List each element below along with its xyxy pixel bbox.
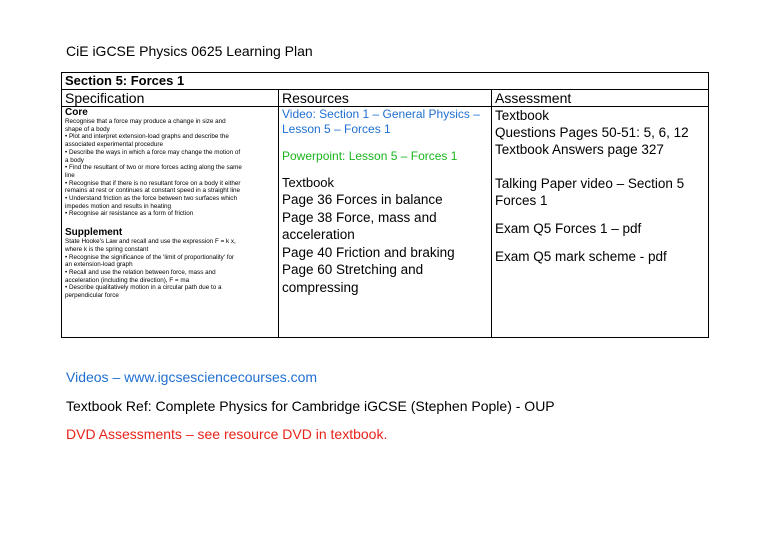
core-line: a body	[65, 156, 84, 164]
document-title: CiE iGCSE Physics 0625 Learning Plan	[66, 43, 313, 59]
supplement-line: • Describe qualitatively motion in a circular path due to a	[65, 284, 222, 292]
supplement-line: • Recognise the significance of the 'limit of proportionality' for	[65, 253, 235, 261]
supplement-line: acceleration (including the direction), F = ma	[65, 276, 190, 284]
core-line: • Plot and interpret extension-load graphs and describe the	[65, 133, 229, 141]
assessment-answers: Textbook Answers page 327	[495, 142, 664, 157]
videos-website-link[interactable]: Videos – www.igcsesciencecourses.com	[66, 369, 318, 385]
supplement-line: an extension-load graph	[65, 261, 133, 269]
core-line: line	[65, 171, 75, 179]
core-line: Recognise that a force may produce a change in size and	[65, 118, 226, 125]
talking-paper-video: Talking Paper video – Section 5 Forces 1	[495, 176, 685, 208]
specification-header: Specification	[62, 90, 279, 107]
specification-cell	[62, 107, 279, 338]
assessment-textbook: Textbook	[495, 108, 550, 123]
core-line: • Recognise air resistance as a form of friction	[65, 210, 194, 218]
assessment-questions: Questions Pages 50-51: 5, 6, 12	[495, 125, 689, 140]
supplement-line: State Hooke's Law and recall and use the expression F = k x,	[65, 238, 236, 246]
supplement-line: • Recall and use the relation between force, mass and	[65, 268, 216, 276]
mark-scheme-pdf: Exam Q5 mark scheme - pdf	[495, 249, 667, 264]
supplement-line: where k is the spring constant	[65, 245, 149, 253]
section-title: Section 5: Forces 1	[62, 73, 709, 90]
supplement-heading: Supplement	[65, 227, 123, 239]
textbook-page: Page 38 Force, mass and acceleration	[282, 209, 437, 243]
learning-plan-table	[61, 72, 709, 338]
textbook-page: Page 36 Forces in balance	[282, 192, 443, 207]
resources-header: Resources	[279, 90, 492, 107]
core-line: associated experimental procedure	[65, 141, 164, 149]
header-row	[62, 90, 709, 107]
core-line: • Recognise that if there is no resultant force on a body it either	[65, 179, 241, 187]
core-line: shape of a body	[65, 125, 110, 133]
section-row	[62, 73, 709, 90]
exam-pdf: Exam Q5 Forces 1 – pdf	[495, 221, 642, 236]
core-heading: Core	[65, 107, 88, 118]
core-line: • Describe the ways in which a force may change the motion of	[65, 148, 241, 156]
textbook-page: Page 60 Stretching and compressing	[282, 262, 424, 295]
core-line: • Understand friction as the force between two surfaces which	[65, 195, 237, 203]
content-row	[62, 107, 709, 338]
core-line: impedes motion and results in heating	[65, 202, 172, 210]
core-line: • Find the resultant of two or more forces acting along the same	[65, 164, 242, 172]
assessment-header: Assessment	[492, 90, 709, 107]
textbook-reference: Textbook Ref: Complete Physics for Cambridge iGCSE (Stephen Pople) - OUP	[66, 398, 555, 414]
video-link[interactable]: Video: Section 1 – General Physics – Lesson 5 – Forces 1	[282, 107, 480, 136]
powerpoint-link[interactable]: Powerpoint: Lesson 5 – Forces 1	[282, 149, 458, 163]
dvd-assessments-note: DVD Assessments – see resource DVD in textbook.	[66, 426, 388, 442]
textbook-label: Textbook	[282, 175, 335, 190]
assessment-cell	[492, 107, 709, 338]
supplement-line: perpendicular force	[65, 292, 119, 300]
resources-cell	[279, 107, 492, 338]
textbook-page: Page 40 Friction and braking	[282, 244, 455, 260]
core-line: remains at rest or continues at constant speed in a straight line	[65, 187, 241, 195]
